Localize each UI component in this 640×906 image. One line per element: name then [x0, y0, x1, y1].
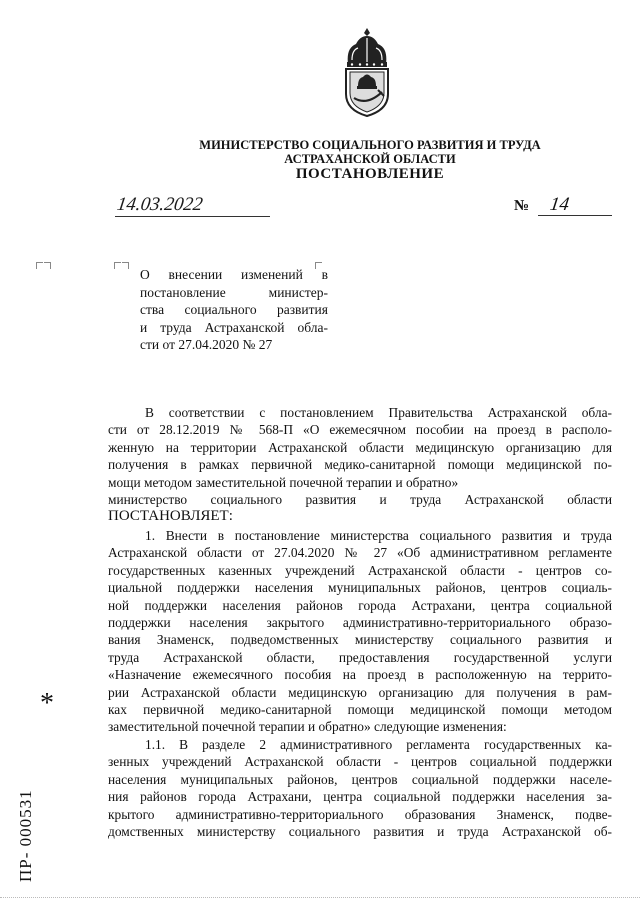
preamble-line: министерство социального развития и труда Астраханской области [108, 492, 612, 508]
handwritten-number: 14 [548, 194, 571, 215]
item-1-line: ной поддержки населения районов города Астрахани, центра социальной [108, 597, 612, 613]
item-1-1-line: ния районов города Астрахани, центра социальной поддержки населения за- [108, 789, 612, 805]
item-1-line: государственных казенных учреждений Астраханской области - центров со- [108, 562, 612, 578]
item-1-line: рии Астраханской области медицинскую организацию для получения в рам- [108, 684, 612, 700]
margin-document-code: ПР- 000531 [16, 789, 35, 882]
item-1-line: циальной поддержки населения муниципальных районов, центров социаль- [108, 580, 612, 596]
item-1-paragraph [108, 527, 612, 736]
margin-asterisk: * [40, 688, 54, 719]
number-field [514, 196, 612, 216]
date-field [115, 196, 270, 217]
subject-line: ства социального развития [140, 302, 328, 317]
ministry-name-line1: МИНИСТЕРСТВО СОЦИАЛЬНОГО РАЗВИТИЯ И ТРУДА [199, 138, 541, 152]
preamble-line: получения в рамках первичной медико-санитарной помощи медицинской по- [108, 457, 612, 473]
decree-word: ПОСТАНОВЛЯЕТ: [108, 508, 233, 525]
item-1-line: поддержки населения закрытого административно-территориального образо- [108, 615, 612, 631]
number-sign: № [514, 198, 530, 214]
item-1-1-line: зенных учреждений Астраханской области - центров социальной поддержки [108, 754, 612, 770]
item-1-line: заместительной почечной терапии и обратно» следующие изменения: [108, 719, 507, 735]
preamble-paragraph [108, 404, 612, 526]
subject-bracket-right-inner [122, 262, 129, 269]
subject-bracket-left-outer [36, 262, 43, 269]
item-1-1-line: населения муниципальных районов, центров социальной поддержки населе- [108, 771, 612, 787]
preamble-line: женную на территории Астраханской области медицинскую организацию для [108, 439, 612, 455]
subject-line: постановление министер- [140, 284, 328, 300]
subject-line: сти от 27.04.2020 № 27 [140, 337, 273, 352]
document-type-title: ПОСТАНОВЛЕНИЕ [295, 166, 445, 182]
item-1-line: Астраханской области от 27.04.2020 № 27 «Об административном регламенте [108, 545, 612, 561]
preamble-line: мощи методом заместительной почечной терапии и обратно» [108, 474, 459, 490]
item-1-line: «Назначение ежемесячного пособия на проезд в расположенную на террито- [108, 667, 612, 683]
item-1-1-line: домственных министерству социального развития и труда Астраханской об- [108, 824, 612, 840]
item-1-line: труда Астраханской области, предоставления государственной услуги [108, 649, 612, 665]
preamble-line: сти от 28.12.2019 № 568-П «О ежемесячном пособии на проезд в располо- [108, 422, 612, 438]
document-subject [140, 266, 328, 354]
subject-bracket-right-outer [44, 262, 51, 269]
item-1-1-line: 1.1. В разделе 2 административного регламента государственных ка- [145, 737, 612, 752]
item-1-1-line: крытого административно-территориального образования Знаменск, подве- [108, 806, 612, 822]
coat-of-arms-emblem [338, 26, 396, 118]
subject-line: и труда Астраханской обла- [140, 319, 328, 335]
ministry-name-line2: АСТРАХАНСКОЙ ОБЛАСТИ [284, 152, 456, 166]
item-1-line: ках первичной медико-санитарной помощи медицинской помощи методом [108, 702, 612, 718]
preamble-line: В соответствии с постановлением Правительства Астраханской обла- [145, 405, 612, 420]
subject-line: О внесении изменений в [140, 267, 328, 282]
ministry-name [195, 138, 545, 166]
item-1-line: 1. Внести в постановление министерства социального развития и труда [145, 528, 612, 543]
item-1-1-paragraph [108, 736, 612, 840]
subject-bracket-left-inner [114, 262, 121, 269]
handwritten-date: 14.03.2022 [115, 194, 205, 215]
item-1-line: вания Знаменск, подведомственных министерству социального развития и [108, 632, 612, 648]
